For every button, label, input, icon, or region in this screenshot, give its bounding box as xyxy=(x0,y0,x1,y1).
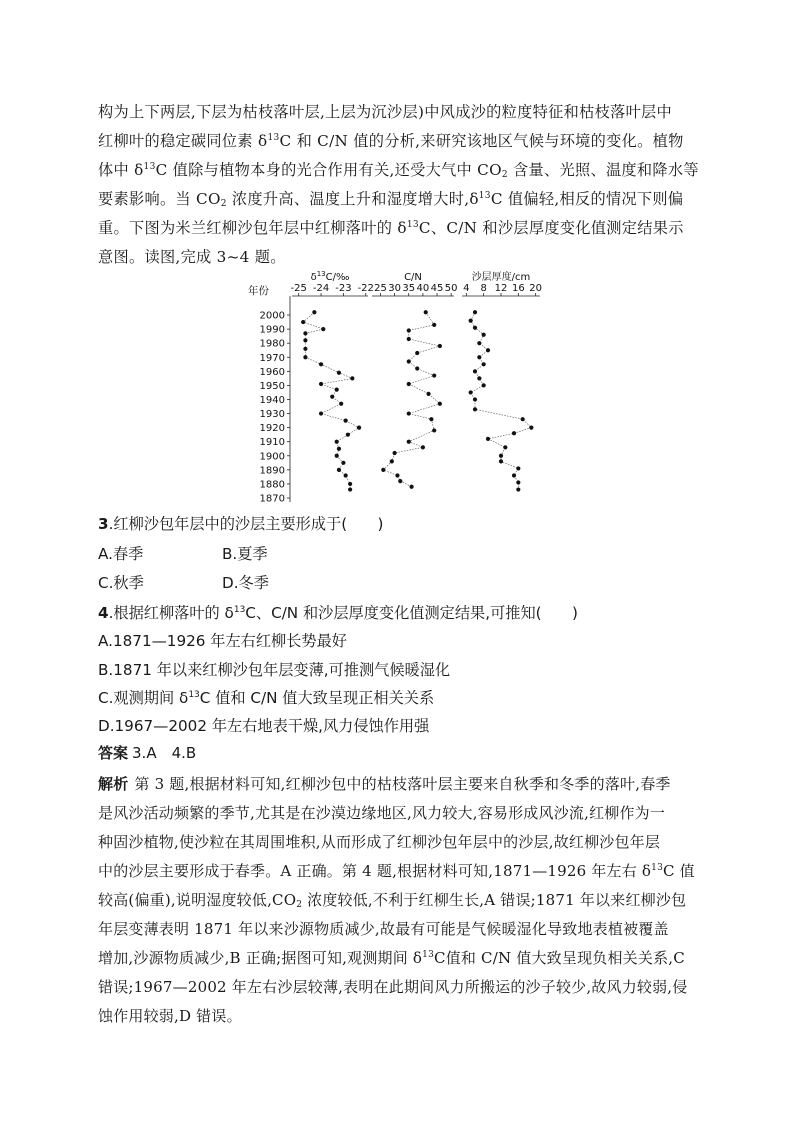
data-point xyxy=(344,418,348,422)
data-point xyxy=(421,445,425,449)
data-point xyxy=(438,344,442,348)
data-point xyxy=(407,382,411,386)
panel-tick-label: 12 xyxy=(494,283,508,294)
data-point xyxy=(512,473,516,477)
data-point xyxy=(469,390,473,394)
year-tick-label: 1910 xyxy=(259,437,285,449)
q3-option-a[interactable]: A.春季 xyxy=(98,545,144,563)
data-point xyxy=(429,417,433,421)
data-point xyxy=(337,371,341,375)
panel-tick-label: -22 xyxy=(357,283,374,294)
data-point xyxy=(381,468,385,472)
data-point xyxy=(390,459,394,463)
explanation-label: 解析 xyxy=(98,775,129,793)
data-point xyxy=(303,347,307,351)
panel-tick-label: 35 xyxy=(402,283,416,294)
data-point xyxy=(499,459,503,463)
year-axis-label: 年份 xyxy=(248,285,269,297)
data-point xyxy=(473,326,477,330)
data-point xyxy=(303,331,307,335)
panel-tick-label: 8 xyxy=(480,283,487,294)
data-point xyxy=(473,369,477,373)
year-tick-label: 1880 xyxy=(259,479,285,491)
year-tick-label: 1890 xyxy=(259,465,285,477)
q4-option-d[interactable]: D.1967—2002 年左右地表干燥,风力侵蚀作用强 xyxy=(98,717,430,735)
q3-option-d[interactable]: D.冬季 xyxy=(222,574,269,592)
explanation-line-4: 中的沙层主要形成于春季。A 正确。第 4 题,根据材料可知,1871—1926 年左右 $\delta^{13}C$ 值 xyxy=(98,862,695,880)
data-point xyxy=(303,355,307,359)
data-point xyxy=(438,402,442,406)
panel-tick-label: 30 xyxy=(388,283,401,294)
data-point xyxy=(339,402,343,406)
data-point xyxy=(469,319,473,323)
explanation-line-8: 错误;1967—2002 年左右沙层较薄,表明在此期间风力所搬运的沙子较少,故风力较弱,侵 xyxy=(98,978,688,996)
explanation-line-9: 蚀作用较弱,D 错误。 xyxy=(98,1007,242,1025)
data-point xyxy=(516,466,520,470)
data-point xyxy=(432,428,436,432)
year-tick-label: 1920 xyxy=(259,423,285,435)
data-point xyxy=(486,437,490,441)
question-3-options-row1 xyxy=(98,543,268,564)
answer-label: 答案 xyxy=(98,744,129,762)
data-point xyxy=(335,454,339,458)
data-point xyxy=(477,341,481,345)
isotope-chart xyxy=(240,268,560,508)
data-point xyxy=(477,376,481,380)
data-point xyxy=(482,333,486,337)
panel-tick-label: 25 xyxy=(374,283,387,294)
data-point xyxy=(473,397,477,401)
explanation-line-1: 解析 第 3 题,根据材料可知,红柳沙包中的枯枝落叶层主要来自秋季和冬季的落叶,春季 xyxy=(98,775,671,793)
data-point xyxy=(407,328,411,332)
data-point xyxy=(521,417,525,421)
data-point xyxy=(407,440,411,444)
data-point xyxy=(301,320,305,324)
data-point xyxy=(415,351,419,355)
panel-title: $\delta^{13}C/‰$ xyxy=(310,270,350,283)
year-tick-label: 1990 xyxy=(259,324,285,336)
year-tick-label: 1960 xyxy=(259,366,285,378)
explanation-line-3: 种固沙植物,使沙粒在其周围堆积,从而形成了红柳沙包年层中的沙层,故红柳沙包年层 xyxy=(98,833,661,851)
q3-option-b[interactable]: B.夏季 xyxy=(222,545,268,563)
data-point xyxy=(346,433,350,437)
data-point xyxy=(482,362,486,366)
intro-line-6: 意图。读图,完成 3~4 题。 xyxy=(98,248,286,266)
intro-paragraph xyxy=(98,98,698,272)
data-point xyxy=(499,454,503,458)
data-point xyxy=(319,362,323,366)
data-point xyxy=(312,310,316,314)
intro-line-4: 要素影响。当 $CO_2$ 浓度升高、温度上升和湿度增大时$,\delta^{13}C$ 值偏轻,相反的情况下则偏 xyxy=(98,190,684,209)
panel-tick-label: 20 xyxy=(529,283,543,294)
explanation-line-5: 较高(偏重),说明湿度较低$,CO_2$ 浓度较低,不利于红柳生长,A 错误;1871 年以来红柳沙包 xyxy=(98,891,687,910)
panel-title: C/N xyxy=(404,272,422,283)
answer-text: 3.A 4.B xyxy=(132,744,197,762)
data-point xyxy=(477,355,481,359)
panel-tick-label: 45 xyxy=(430,283,444,294)
data-point xyxy=(426,392,430,396)
q4-option-b[interactable]: B.1871 年以来红柳沙包年层变薄,可推测气候暖湿化 xyxy=(98,661,451,679)
data-point xyxy=(335,388,339,392)
data-point xyxy=(409,485,413,489)
data-point xyxy=(337,468,341,472)
data-point xyxy=(341,461,345,465)
panel-tick-label: -25 xyxy=(290,283,307,294)
data-point xyxy=(473,310,477,314)
data-point xyxy=(516,480,520,484)
q4-option-a[interactable]: A.1871—1926 年左右红柳长势最好 xyxy=(98,632,347,650)
question-3-options-row2 xyxy=(98,572,269,593)
q4-option-c[interactable]: C.观测期间 $\delta^{13}C$ 值和 C/N 值大致呈现正相关关系 xyxy=(98,689,435,707)
data-point xyxy=(415,366,419,370)
question-3: 3.红柳沙包年层中的沙层主要形成于( ) xyxy=(98,515,384,533)
year-tick-label: 2000 xyxy=(259,310,285,322)
data-point xyxy=(503,445,507,449)
data-point xyxy=(321,327,325,331)
year-tick-label: 1940 xyxy=(259,394,285,406)
intro-line-5: 重。下图为米兰红柳沙包年层中红柳落叶的 $\delta^{13}C$、C/N 和沙层厚度变化值测定结果示 xyxy=(98,219,684,237)
explanation-line-2: 是风沙活动频繁的季节,尤其是在沙漠边缘地区,风力较大,容易形成风沙流,红柳作为一 xyxy=(98,804,666,822)
intro-line-2: 红柳叶的稳定碳同位素 $\delta^{13}C$ 和 C/N 值的分析,来研究该地区气候与环境的变化。植物 xyxy=(98,132,684,150)
answer-line xyxy=(98,742,196,763)
year-tick-label: 1950 xyxy=(259,380,285,392)
question-4: 4.根据红柳落叶的 $\delta^{13}C$、C/N 和沙层厚度变化值测定结果,可推知( ) xyxy=(98,604,578,622)
data-point xyxy=(424,310,428,314)
year-tick-label: 1930 xyxy=(259,409,285,421)
data-point xyxy=(319,382,323,386)
data-point xyxy=(337,447,341,451)
data-point xyxy=(348,482,352,486)
data-point xyxy=(348,487,352,491)
year-tick-label: 1900 xyxy=(259,451,285,463)
data-point xyxy=(482,383,486,387)
data-point xyxy=(407,359,411,363)
intro-line-1: 构为上下两层,下层为枯枝落叶层,上层为沉沙层)中风成沙的粒度特征和枯枝落叶层中 xyxy=(98,103,673,121)
data-point xyxy=(350,376,354,380)
year-tick-label: 1980 xyxy=(259,338,285,350)
explanation xyxy=(98,770,698,1031)
panel-tick-label: -24 xyxy=(312,283,330,294)
data-point xyxy=(344,473,348,477)
data-point xyxy=(303,338,307,342)
intro-line-3: 体中 $\delta^{13}C$ 值除与植物本身的光合作用有关,还受大气中 $CO_2$ 含量、光照、温度和降水等 xyxy=(98,161,699,180)
data-point xyxy=(393,451,397,455)
explanation-line-6: 年层变薄表明 1871 年以来沙源物质减少,故最有可能是气候暖湿化导致地表植被覆盖 xyxy=(98,920,669,938)
q3-option-c[interactable]: C.秋季 xyxy=(98,574,144,592)
panel-title: 沙层厚度/cm xyxy=(471,272,531,283)
data-point xyxy=(335,440,339,444)
data-point xyxy=(398,479,402,483)
panel-tick-label: 4 xyxy=(463,283,470,294)
data-point xyxy=(529,426,533,430)
panel-tick-label: 16 xyxy=(511,283,525,294)
data-point xyxy=(486,348,490,352)
year-tick-label: 1970 xyxy=(259,352,285,364)
panel-tick-label: -23 xyxy=(335,283,352,294)
explanation-line-7: 增加,沙源物质减少,B 正确;据图可知,观测期间 $\delta^{13}C$值和 C/N 值大致呈现负相关关系,C xyxy=(98,949,685,967)
panel-tick-label: 40 xyxy=(416,283,430,294)
panel-tick-label: 50 xyxy=(444,283,458,294)
data-point xyxy=(407,337,411,341)
year-tick-label: 1870 xyxy=(259,493,285,505)
data-point xyxy=(432,323,436,327)
series-line xyxy=(303,312,359,489)
data-point xyxy=(432,373,436,377)
data-point xyxy=(330,395,334,399)
data-point xyxy=(473,407,477,411)
data-point xyxy=(319,411,323,415)
data-point xyxy=(516,487,520,491)
data-point xyxy=(407,411,411,415)
data-point xyxy=(395,473,399,477)
data-point xyxy=(357,426,361,430)
data-point xyxy=(512,431,516,435)
